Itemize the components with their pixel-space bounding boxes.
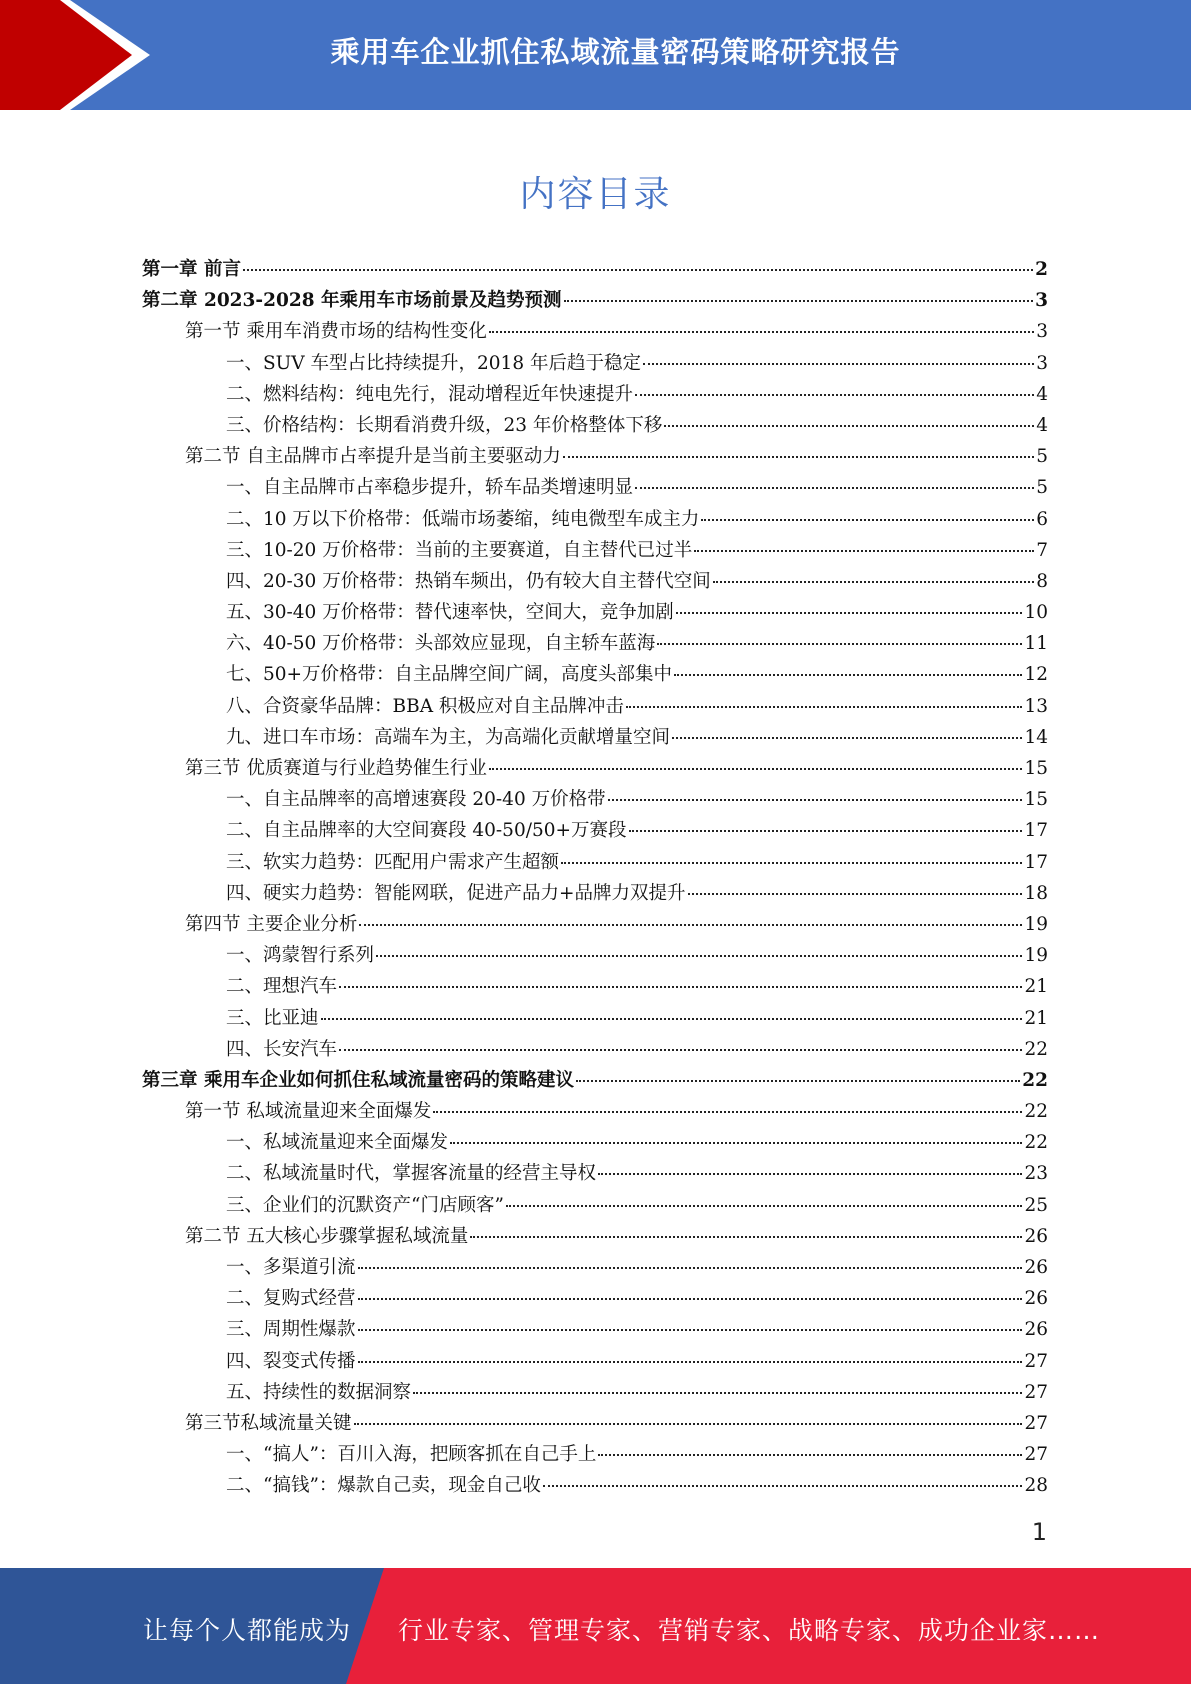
toc-entry[interactable]: [142, 1377, 1048, 1408]
toc-dot-leader: [713, 581, 1035, 583]
toc-entry-page: 21: [1024, 1007, 1048, 1029]
toc-entry-label: 二、理想汽车: [226, 976, 338, 998]
toc-dot-leader: [608, 799, 1023, 801]
toc-entry-label: 三、比亚迪: [226, 1007, 319, 1029]
toc-dot-leader: [629, 830, 1023, 832]
toc-entry-page: 17: [1024, 820, 1048, 842]
toc-entry[interactable]: [142, 1190, 1048, 1221]
toc-entry-page: 5: [1036, 446, 1048, 468]
toc-entry-label: 五、30-40 万价格带：替代速率快，空间大，竞争加剧: [226, 602, 674, 624]
toc-entry-page: 19: [1024, 945, 1048, 967]
toc-entry-label: 第一节 私域流量迎来全面爆发: [185, 1101, 432, 1123]
toc-dot-leader: [506, 1205, 1023, 1207]
toc-entry[interactable]: [142, 691, 1048, 722]
toc-entry[interactable]: [142, 971, 1048, 1002]
toc-dot-leader: [433, 1111, 1022, 1113]
toc-entry[interactable]: [142, 1252, 1048, 1283]
toc-entry-page: 26: [1024, 1288, 1048, 1310]
toc-entry-page: 17: [1024, 851, 1048, 873]
toc-dot-leader: [243, 269, 1033, 271]
toc-entry[interactable]: [142, 940, 1048, 971]
toc-entry[interactable]: [142, 784, 1048, 815]
toc-dot-leader: [598, 1173, 1022, 1175]
toc-entry-page: 27: [1024, 1444, 1048, 1466]
table-of-contents: [142, 254, 1048, 1502]
toc-entry-label: 七、50+万价格带：自主品牌空间广阔，高度头部集中: [226, 664, 673, 686]
toc-dot-leader: [358, 1329, 1023, 1331]
toc-dot-leader: [657, 643, 1022, 645]
toc-entry[interactable]: [142, 815, 1048, 846]
toc-entry-page: 27: [1024, 1412, 1048, 1434]
toc-entry-page: 15: [1024, 758, 1048, 779]
toc-entry-label: 三、价格结构：长期看消费升级，23 年价格整体下移: [226, 414, 663, 436]
toc-entry[interactable]: [142, 1314, 1048, 1345]
toc-entry[interactable]: [142, 1127, 1048, 1158]
toc-dot-leader: [354, 1423, 1023, 1425]
toc-dot-leader: [694, 550, 1034, 552]
toc-entry-label: 一、“搞人”：百川入海，把顾客抓在自己手上: [226, 1444, 597, 1466]
toc-entry-page: 3: [1035, 290, 1048, 312]
toc-entry[interactable]: [142, 504, 1048, 535]
toc-entry-page: 22: [1022, 1069, 1048, 1091]
toc-dot-leader: [450, 1142, 1022, 1144]
toc-dot-leader: [576, 1080, 1020, 1082]
toc-dot-leader: [635, 487, 1034, 489]
toc-dot-leader: [470, 1236, 1022, 1238]
toc-entry[interactable]: [142, 441, 1048, 472]
toc-entry-label: 第三节私域流量关键: [185, 1412, 352, 1434]
toc-dot-leader: [643, 363, 1034, 365]
toc-entry-label: 第二节 五大核心步骤掌握私域流量: [185, 1225, 469, 1247]
toc-dot-leader: [489, 331, 1034, 333]
toc-entry-page: 4: [1036, 383, 1048, 405]
toc-entry-page: 27: [1024, 1350, 1048, 1372]
toc-dot-leader: [376, 955, 1022, 957]
toc-entry-page: 19: [1024, 913, 1048, 935]
toc-entry[interactable]: [142, 316, 1048, 347]
toc-entry-label: 第三章 乘用车企业如何抓住私域流量密码的策略建议: [142, 1069, 574, 1091]
toc-entry-label: 二、燃料结构：纯电先行，混动增程近年快速提升: [226, 383, 634, 405]
toc-entry-page: 15: [1024, 789, 1048, 811]
toc-entry-page: 7: [1036, 539, 1048, 561]
toc-entry-page: 26: [1024, 1257, 1048, 1278]
toc-entry[interactable]: [142, 472, 1048, 503]
toc-entry[interactable]: [142, 1221, 1048, 1252]
toc-entry-page: 18: [1024, 882, 1048, 904]
report-title: 乘用车企业抓住私域流量密码策略研究报告: [330, 35, 901, 69]
toc-entry-label: 五、持续性的数据洞察: [226, 1381, 412, 1403]
toc-entry-page: 3: [1036, 352, 1048, 374]
toc-entry-label: 第一节 乘用车消费市场的结构性变化: [185, 321, 487, 343]
toc-dot-leader: [672, 737, 1022, 739]
toc-entry-page: 12: [1024, 664, 1048, 686]
toc-entry-label: 四、20-30 万价格带：热销车频出，仍有较大自主替代空间: [226, 570, 711, 592]
toc-dot-leader: [359, 924, 1022, 926]
toc-entry[interactable]: [142, 535, 1048, 566]
toc-heading: 内容目录: [519, 174, 672, 215]
toc-entry-label: 第二节 自主品牌市占率提升是当前主要驱动力: [185, 446, 561, 468]
toc-entry-label: 一、自主品牌市占率稳步提升，轿车品类增速明显: [226, 477, 634, 499]
toc-entry-page: 25: [1024, 1194, 1048, 1216]
toc-dot-leader: [674, 674, 1022, 676]
toc-entry[interactable]: [142, 753, 1048, 784]
toc-dot-leader: [701, 519, 1034, 521]
toc-entry-page: 8: [1036, 570, 1048, 592]
toc-dot-leader: [413, 1392, 1022, 1394]
toc-dot-leader: [635, 394, 1034, 396]
toc-entry-label: 第三节 优质赛道与行业趋势催生行业: [185, 758, 487, 779]
toc-entry-page: 27: [1024, 1381, 1048, 1403]
toc-entry-label: 二、“搞钱”：爆款自己卖，现金自己收: [226, 1475, 541, 1497]
toc-entry[interactable]: [142, 566, 1048, 597]
toc-dot-leader: [543, 1485, 1023, 1487]
toc-entry-page: 6: [1036, 508, 1048, 530]
toc-dot-leader: [339, 1049, 1022, 1051]
toc-entry-label: 六、40-50 万价格带：头部效应显现，自主轿车蓝海: [226, 633, 656, 655]
toc-dot-leader: [339, 986, 1022, 988]
toc-entry[interactable]: [142, 659, 1048, 690]
toc-dot-leader: [358, 1298, 1023, 1300]
toc-dot-leader: [676, 612, 1023, 614]
toc-entry-label: 二、自主品牌率的大空间赛段 40-50/50+万赛段: [226, 820, 627, 842]
toc-entry-label: 二、复购式经营: [226, 1288, 356, 1310]
toc-entry-page: 26: [1024, 1225, 1048, 1247]
toc-entry-label: 四、硬实力趋势：智能网联，促进产品力+品牌力双提升: [226, 882, 686, 904]
toc-entry-label: 九、进口车市场：高端车为主，为高端化贡献增量空间: [226, 726, 671, 748]
toc-entry-page: 21: [1024, 976, 1048, 998]
toc-entry-label: 八、合资豪华品牌：BBA 积极应对自主品牌冲击: [226, 695, 624, 717]
toc-entry[interactable]: [142, 847, 1048, 878]
toc-dot-leader: [688, 893, 1023, 895]
toc-entry-page: 13: [1024, 695, 1048, 717]
toc-dot-leader: [561, 862, 1022, 864]
toc-dot-leader: [358, 1361, 1023, 1363]
toc-entry-label: 第一章 前言: [142, 259, 241, 280]
toc-entry-label: 一、多渠道引流: [226, 1257, 356, 1278]
toc-dot-leader: [564, 300, 1034, 302]
header-banner: [0, 0, 1191, 110]
toc-entry-page: 26: [1024, 1319, 1048, 1341]
toc-entry-page: 23: [1024, 1163, 1048, 1185]
toc-entry-page: 22: [1024, 1038, 1048, 1060]
toc-entry-label: 一、自主品牌率的高增速赛段 20-40 万价格带: [226, 789, 606, 811]
toc-entry-page: 3: [1036, 321, 1048, 343]
toc-entry-label: 三、软实力趋势：匹配用户需求产生超额: [226, 851, 560, 873]
footer-banner: [0, 1568, 1191, 1684]
toc-entry[interactable]: [142, 1346, 1048, 1377]
toc-entry-page: 28: [1024, 1475, 1048, 1497]
toc-entry[interactable]: [142, 1065, 1048, 1096]
toc-entry-page: 11: [1024, 633, 1048, 655]
toc-entry-page: 22: [1024, 1101, 1048, 1123]
toc-dot-leader: [664, 425, 1034, 427]
toc-dot-leader: [598, 1454, 1022, 1456]
toc-entry[interactable]: [142, 1158, 1048, 1189]
toc-dot-leader: [321, 1018, 1023, 1020]
toc-dot-leader: [626, 706, 1023, 708]
toc-entry-label: 二、10 万以下价格带：低端市场萎缩，纯电微型车成主力: [226, 508, 700, 530]
toc-entry-page: 5: [1036, 477, 1048, 499]
toc-entry-label: 四、裂变式传播: [226, 1350, 356, 1372]
toc-dot-leader: [489, 768, 1023, 770]
toc-entry-label: 第二章 2023-2028 年乘用车市场前景及趋势预测: [142, 290, 562, 312]
toc-entry-label: 三、10-20 万价格带：当前的主要赛道，自主替代已过半: [226, 539, 693, 561]
toc-entry[interactable]: [142, 722, 1048, 753]
toc-entry-label: 三、周期性爆款: [226, 1319, 356, 1341]
toc-entry[interactable]: [142, 1096, 1048, 1127]
toc-entry[interactable]: [142, 628, 1048, 659]
toc-entry[interactable]: [142, 1408, 1048, 1439]
toc-entry[interactable]: [142, 1439, 1048, 1470]
toc-entry[interactable]: [142, 379, 1048, 410]
toc-entry-page: 22: [1024, 1132, 1048, 1154]
toc-entry[interactable]: [142, 1003, 1048, 1034]
toc-entry-label: 二、私域流量时代，掌握客流量的经营主导权: [226, 1163, 597, 1185]
toc-entry[interactable]: [142, 909, 1048, 940]
toc-entry[interactable]: [142, 1034, 1048, 1065]
toc-entry-page: 10: [1024, 602, 1048, 624]
toc-entry[interactable]: [142, 1470, 1048, 1501]
toc-entry-label: 第四节 主要企业分析: [185, 913, 358, 935]
toc-entry[interactable]: [142, 878, 1048, 909]
toc-entry[interactable]: [142, 410, 1048, 441]
toc-entry-page: 4: [1036, 414, 1048, 436]
footer-slogan-right: 行业专家、管理专家、营销专家、战略专家、成功企业家……: [398, 1616, 1101, 1645]
footer-slogan-left: 让每个人都能成为: [143, 1616, 352, 1645]
toc-dot-leader: [563, 456, 1034, 458]
toc-entry[interactable]: [142, 1283, 1048, 1314]
page-number: 1: [1031, 1518, 1047, 1546]
toc-dot-leader: [358, 1267, 1023, 1269]
toc-entry-page: 2: [1035, 259, 1048, 280]
toc-entry-label: 一、鸿蒙智行系列: [226, 945, 375, 967]
toc-entry[interactable]: [142, 597, 1048, 628]
toc-entry[interactable]: [142, 348, 1048, 379]
toc-entry-label: 四、长安汽车: [226, 1038, 338, 1060]
toc-entry[interactable]: [142, 285, 1048, 316]
toc-entry-label: 三、企业们的沉默资产“门店顾客”: [226, 1194, 504, 1216]
toc-entry-page: 14: [1024, 726, 1048, 748]
toc-entry-label: 一、SUV 车型占比持续提升，2018 年后趋于稳定: [226, 352, 641, 374]
toc-entry-label: 一、私域流量迎来全面爆发: [226, 1132, 449, 1154]
toc-entry[interactable]: [142, 254, 1048, 285]
